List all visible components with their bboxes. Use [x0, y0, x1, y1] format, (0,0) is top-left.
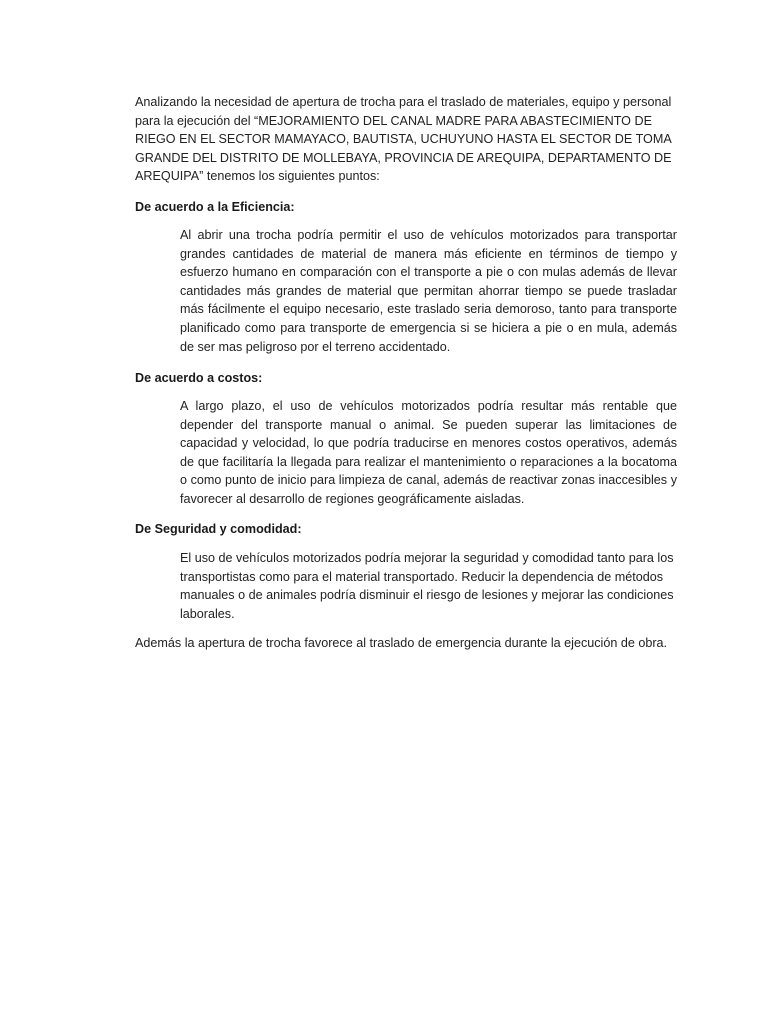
paragraph-eficiencia: Al abrir una trocha podría permitir el uso de vehículos motorizados para transportar grandes cantidades de material de manera más eficiente en términos de tiempo y esfuerzo humano en comparación con el transporte a pie o con mulas además de llevar cantidades más grandes de material que permitan ahorrar tiempo se puede trasladar más fácilmente el equipo necesario, este traslado seria demoroso, tanto para transporte planificado como para transporte de emergencia si se hiciera a pie o en mula, además de ser mas peligroso por el terreno accidentado. [180, 228, 677, 354]
paragraph-seguridad: El uso de vehículos motorizados podría mejorar la seguridad y comodidad tanto para los transportistas como para el material transportado. Reducir la dependencia de métodos manuales o de animales podría disminuir el riesgo de lesiones y mejorar las condiciones laborales. [180, 551, 674, 621]
intro-paragraph: Analizando la necesidad de apertura de trocha para el traslado de materiales, equipo y personal para la ejecución del “MEJORAMIENTO DEL CANAL MADRE PARA ABASTECIMIENTO DE RIEGO EN EL SECTOR MAMAYACO, BAUTISTA, UCHUYUNO HASTA EL SECTOR DE TOMA GRANDE DEL DISTRITO DE MOLLEBAYA, PROVINCIA DE AREQUIPA, DEPARTAMENTO DE AREQUIPA” tenemos los siguientes puntos: [135, 95, 672, 184]
heading-costos: De acuerdo a costos: [135, 371, 263, 385]
paragraph-costos: A largo plazo, el uso de vehículos motorizados podría resultar más rentable que depender del transporte manual o animal. Se pueden superar las limitaciones de capacidad y velocidad, lo que podría traducirse en menores costos operativos, además de que facilitaría la llegada para realizar el mantenimiento o reparaciones a la bocatoma o como punto de inicio para limpieza de canal, además de reactivar zonas inaccesibles y favorecer al desarrollo de regiones geográficamente aisladas. [180, 399, 677, 506]
heading-seguridad: De Seguridad y comodidad: [135, 522, 302, 536]
closing-paragraph: Además la apertura de trocha favorece al traslado de emergencia durante la ejecución de obra. [135, 636, 668, 650]
heading-eficiencia: De acuerdo a la Eficiencia: [135, 200, 295, 214]
